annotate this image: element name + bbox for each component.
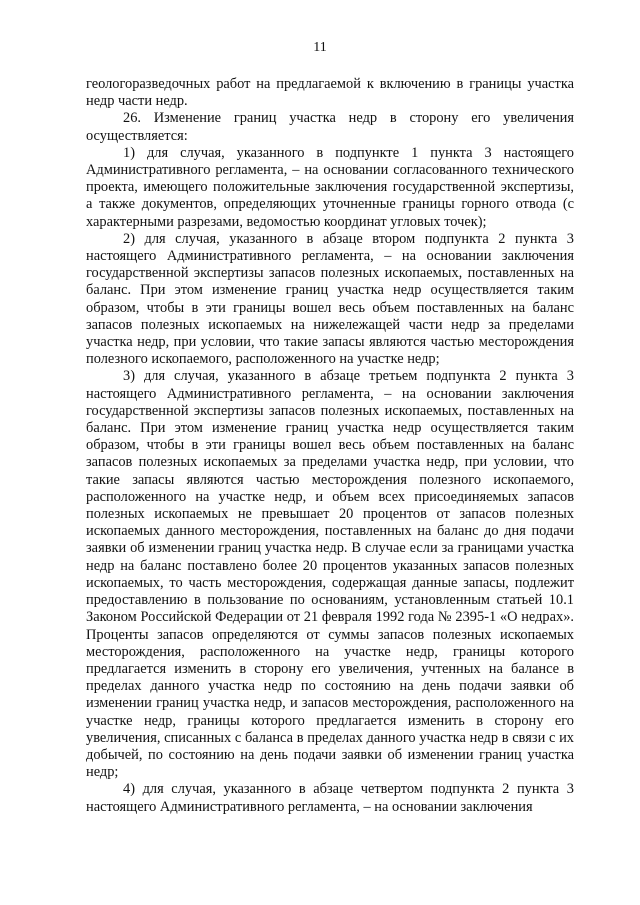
paragraph: геологоразведочных работ на предлагаемой к включению в границы участка недр части недр. xyxy=(86,76,574,110)
paragraph: 1) для случая, указанного в подпункте 1 пункта 3 настоящего Административного регламента, – на основании согласованного технического проекта, имеющего положительные заключения государственной экспертизы, а также документов, определяющих уточненные границы горного отвода (с характерными разрезами, ведомостью координат угловых точек); xyxy=(86,144,574,230)
paragraph: 2) для случая, указанного в абзаце втором подпункта 2 пункта 3 настоящего Административного регламента, – на основании заключения государственной экспертизы запасов полезных ископаемых, поставленных на баланс. При этом изменение границ участка недр осуществляется таким образом, чтобы в эти границы вошел весь объем поставленных на баланс запасов полезных ископаемых на нижележащей части недр за пределами участка недр, при условии, что такие запасы являются частью месторождения полезного ископаемого, расположенного на участке недр; xyxy=(86,230,574,368)
page-number: 11 xyxy=(313,40,327,55)
paragraph: 3) для случая, указанного в абзаце третьем подпункта 2 пункта 3 настоящего Административного регламента, – на основании заключения государственной экспертизы запасов полезных ископаемых, поставленных на баланс. При этом изменение границ участка недр осуществляется таким образом, чтобы в эти границы вошел весь объем поставленных на баланс запасов полезных ископаемых за пределами участка недр, при условии, что такие запасы являются частью месторождения полезного ископаемого, расположенного на участке недр, и объем всех присоединяемых запасов полезных ископаемых не превышает 20 процентов от запасов полезных ископаемых данного месторождения, поставленных на баланс до дня подачи заявки об изменении границ участка недр. В случае если за границами участка недр на баланс поставлено более 20 процентов указанных запасов полезных ископаемых, то часть месторождения, содержащая данные запасы, подлежит предоставлению в пользование по основаниям, установленным статьей 10.1 Законом Российской Федерации от 21 февраля 1992 года № 2395-1 «О недрах». Проценты запасов определяются от суммы запасов полезных ископаемых месторождения, расположенного на участке недр, границы которого предлагается изменить в сторону его увеличения, учтенных на балансе в пределах данного участка недр по состоянию на день подачи заявки об изменении границ участка недр, и запасов месторождения, расположенного на участке недр, границы которого предлагается изменить в сторону его увеличения, списанных с баланса в пределах данного участка недр в связи с их добычей, по состоянию на день подачи заявки об изменении границ участка недр; xyxy=(86,368,574,781)
document-body xyxy=(86,76,574,816)
paragraph: 26. Изменение границ участка недр в сторону его увеличения осуществляется: xyxy=(86,110,574,144)
paragraph: 4) для случая, указанного в абзаце четвертом подпункта 2 пункта 3 настоящего Административного регламента, – на основании заключения xyxy=(86,781,574,815)
